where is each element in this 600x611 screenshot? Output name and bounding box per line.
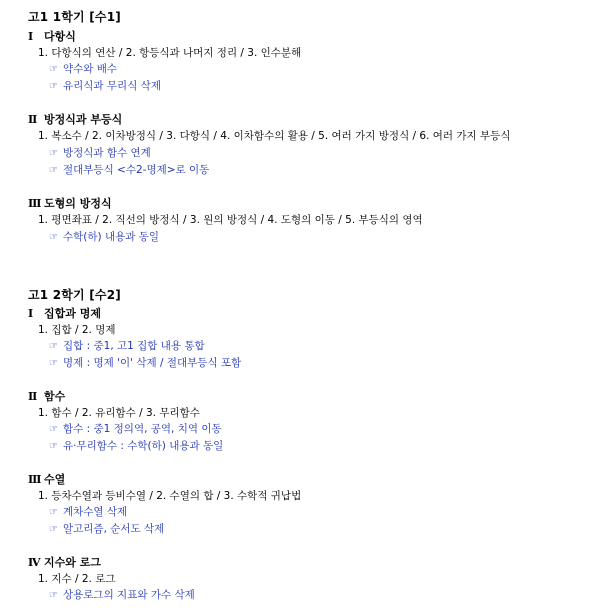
chapter-number: Ⅰ xyxy=(28,307,34,320)
note-text: 수학(하) 내용과 동일 xyxy=(63,231,160,243)
note-text: 알고리즘, 순서도 삭제 xyxy=(63,523,165,535)
note-text: 상용로그의 지표와 가수 삭제 xyxy=(63,589,195,601)
note-line xyxy=(49,355,241,370)
pointing-hand-icon: ☞ xyxy=(49,232,58,243)
note-text: 계차수열 삭제 xyxy=(63,506,128,518)
note-line xyxy=(49,229,159,244)
semester-title: 고1 2학기 [수2] xyxy=(28,288,121,302)
note-line xyxy=(49,421,222,436)
chapter-items: 1. 평면좌표 / 2. 직선의 방정식 / 3. 원의 방정식 / 4. 도형의 이동 / 5. 부등식의 영역 xyxy=(38,214,423,226)
note-text: 함수 : 중1 정의역, 공역, 치역 이동 xyxy=(63,423,222,435)
note-text: 약수와 배수 xyxy=(63,63,118,75)
chapter-number: Ⅱ xyxy=(28,390,38,403)
chapter-title: 도형의 방정식 xyxy=(44,197,112,210)
chapter-heading xyxy=(28,305,101,321)
chapter-items: 1. 복소수 / 2. 이차방정식 / 3. 다항식 / 4. 이차함수의 활용 / 5. 여러 가지 방정식 / 6. 여러 가지 부등식 xyxy=(38,130,511,142)
pointing-hand-icon: ☞ xyxy=(49,165,58,176)
pointing-hand-icon: ☞ xyxy=(49,64,58,75)
chapter-title: 집합과 명제 xyxy=(44,307,101,320)
chapter-items: 1. 집합 / 2. 명제 xyxy=(38,324,116,336)
pointing-hand-icon: ☞ xyxy=(49,441,58,452)
chapter-title: 수열 xyxy=(44,473,66,486)
pointing-hand-icon: ☞ xyxy=(49,358,58,369)
chapter-heading xyxy=(28,195,112,211)
note-line xyxy=(49,438,223,453)
chapter-title: 함수 xyxy=(44,390,66,403)
chapter-number: Ⅳ xyxy=(28,556,41,569)
chapter-heading xyxy=(28,554,101,570)
note-line xyxy=(49,78,161,93)
note-text: 유리식과 무리식 삭제 xyxy=(63,80,161,92)
pointing-hand-icon: ☞ xyxy=(49,507,58,518)
note-text: 절대부등식 <수2-명제>로 이동 xyxy=(63,164,210,176)
chapter-title: 방정식과 부등식 xyxy=(44,113,123,126)
chapter-heading xyxy=(28,388,65,404)
note-line xyxy=(49,338,205,353)
note-line xyxy=(49,587,195,602)
chapter-number: Ⅰ xyxy=(28,30,34,43)
chapter-heading xyxy=(28,111,122,127)
chapter-items: 1. 등차수열과 등비수열 / 2. 수열의 합 / 3. 수학적 귀납법 xyxy=(38,490,302,502)
note-text: 집합 : 중1, 고1 집합 내용 통합 xyxy=(63,340,205,352)
semester-title: 고1 1학기 [수1] xyxy=(28,10,121,24)
chapter-heading xyxy=(28,471,65,487)
chapter-number: Ⅲ xyxy=(28,197,42,210)
note-text: 유·무리함수 : 수학(하) 내용과 동일 xyxy=(63,440,224,452)
pointing-hand-icon: ☞ xyxy=(49,81,58,92)
note-line xyxy=(49,504,127,519)
pointing-hand-icon: ☞ xyxy=(49,590,58,601)
chapter-items: 1. 함수 / 2. 유리함수 / 3. 무리함수 xyxy=(38,407,200,419)
note-line xyxy=(49,145,151,160)
note-text: 방정식과 함수 연계 xyxy=(63,147,151,159)
chapter-heading xyxy=(28,28,76,44)
note-line xyxy=(49,162,209,177)
chapter-number: Ⅲ xyxy=(28,473,42,486)
chapter-items: 1. 다항식의 연산 / 2. 항등식과 나머지 정리 / 3. 인수분해 xyxy=(38,47,302,59)
pointing-hand-icon: ☞ xyxy=(49,341,58,352)
chapter-number: Ⅱ xyxy=(28,113,38,126)
chapter-title: 지수와 로그 xyxy=(44,556,101,569)
chapter-items: 1. 지수 / 2. 로그 xyxy=(38,573,116,585)
pointing-hand-icon: ☞ xyxy=(49,524,58,535)
chapter-title: 다항식 xyxy=(44,30,76,43)
note-text: 명제 : 명제 '이' 삭제 / 절대부등식 포함 xyxy=(63,357,242,369)
pointing-hand-icon: ☞ xyxy=(49,148,58,159)
note-line xyxy=(49,61,117,76)
note-line xyxy=(49,521,164,536)
pointing-hand-icon: ☞ xyxy=(49,424,58,435)
